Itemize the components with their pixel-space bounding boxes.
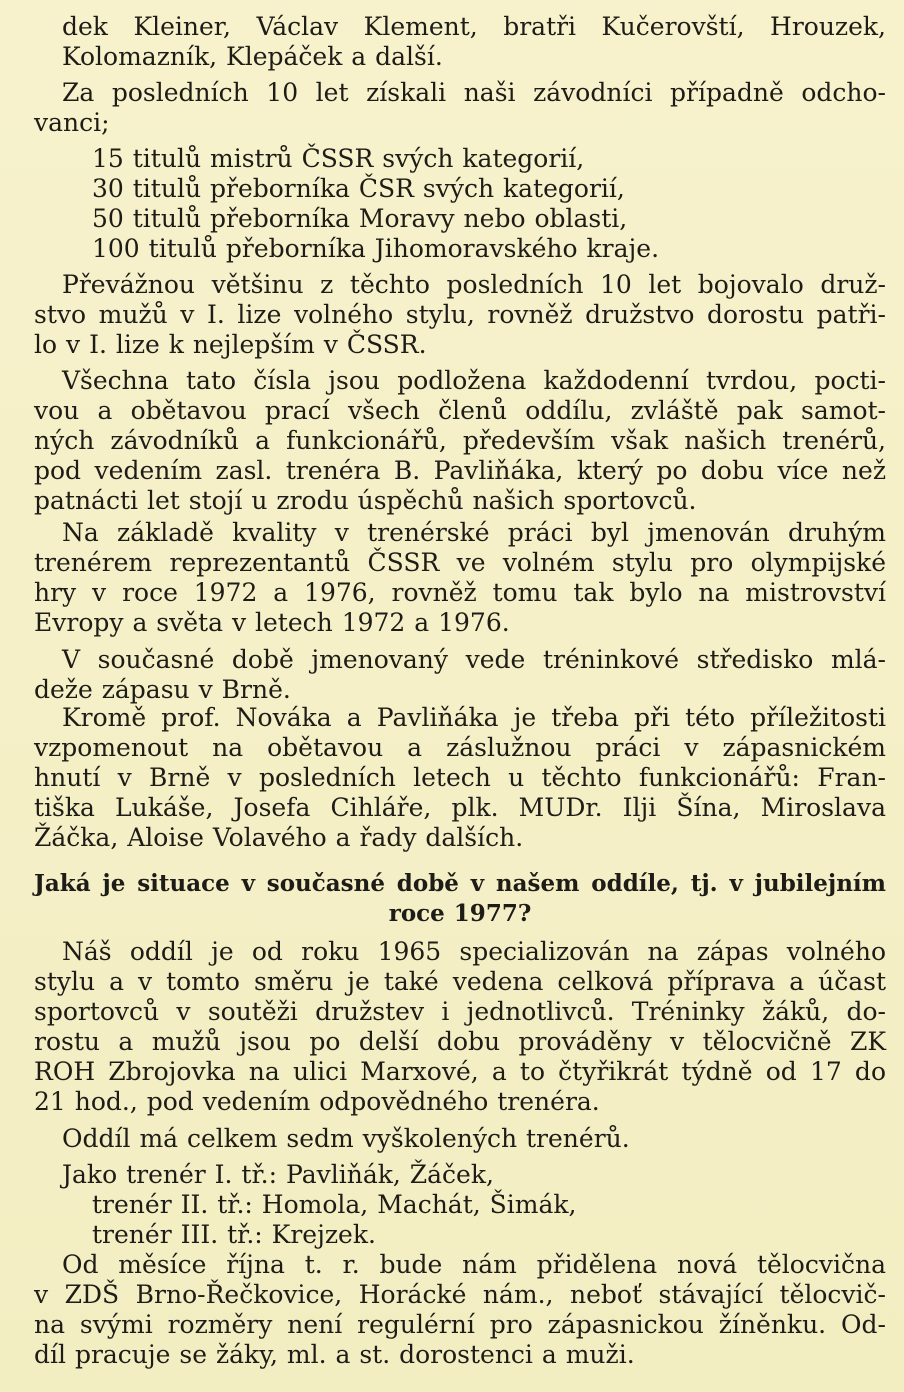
trainer-line: Jako trenér I. tř.: Pavliňák, Žáček, — [62, 1160, 494, 1189]
text-line: Náš oddíl je od roku 1965 specializován na zápas volného — [62, 937, 886, 966]
text-line: dek Kleiner, Václav Klement, bratři Kučerovští, Hrouzek, — [62, 12, 886, 41]
text-line: vzpomenout na obětavou a záslužnou práci v zápasnickém — [34, 733, 886, 762]
trainer-line: trenér III. tř.: Krejzek. — [92, 1220, 376, 1249]
list-item: 100 titulů přeborníka Jihomoravského kraje. — [92, 234, 660, 263]
text-line: vanci; — [34, 108, 110, 137]
text-line: stylu a v tomto směru je také vedena celková příprava a účast — [34, 967, 886, 996]
paragraph-2 — [34, 78, 886, 138]
paragraph-4 — [34, 366, 886, 516]
text-line: Na základě kvality v trenérské práci byl jmenován druhým — [62, 518, 886, 547]
text-line: vou a obětavou prací všech členů oddílu, zvláště pak samot- — [34, 396, 886, 425]
paragraph-7 — [34, 703, 886, 853]
paragraph-10 — [34, 1250, 886, 1370]
text-line: V současné době jmenovaný vede tréninkové středisko mlá- — [62, 645, 886, 674]
trainer-line: trenér II. tř.: Homola, Machát, Šimák, — [92, 1190, 577, 1219]
paragraph-3 — [34, 270, 886, 360]
text-line: deže zápasu v Brně. — [34, 675, 291, 704]
titles-list — [34, 144, 886, 264]
text-line: Kolomazník, Klepáček a další. — [62, 42, 443, 71]
text-line: Převážnou většinu z těchto posledních 10 let bojovalo druž- — [62, 270, 886, 299]
text-line: na svými rozměry není regulérní pro zápasnickou žíněnku. Od- — [34, 1310, 886, 1339]
text-line: sportovců v soutěži družstev i jednotlivců. Tréninky žáků, do- — [34, 997, 886, 1026]
text-line: ROH Zbrojovka na ulici Marxové, a to čtyřikrát týdně od 17 do — [34, 1057, 886, 1086]
text-line: ných závodníků a funkcionářů, především však našich trenérů, — [34, 426, 886, 455]
paragraph-5 — [34, 518, 886, 638]
text-line: stvo mužů v I. lize volného stylu, rovněž družstvo dorostu patři- — [34, 300, 886, 329]
text-line: v ZDŠ Brno-Řečkovice, Horácké nám., neboť stávající tělocvič- — [34, 1280, 886, 1309]
text-line: lo v I. lize k nejlepším v ČSSR. — [34, 330, 427, 359]
list-item: 15 titulů mistrů ČSSR svých kategorií, — [92, 144, 585, 173]
text-line: tiška Lukáše, Josefa Cihláře, plk. MUDr. Ilji Šína, Miroslava — [34, 793, 886, 822]
text-line: hry v roce 1972 a 1976, rovněž tomu tak bylo na mistrovství — [34, 578, 886, 607]
section-heading — [34, 869, 886, 929]
text-line: Oddíl má celkem sedm vyškolených trenérů. — [62, 1124, 630, 1153]
text-line: Žáčka, Aloise Volavého a řady dalších. — [34, 823, 524, 852]
text-line: pod vedením zasl. trenéra B. Pavliňáka, který po dobu více než — [34, 456, 886, 485]
heading-line: roce 1977? — [388, 900, 532, 927]
text-line: Od měsíce října t. r. bude nám přidělena nová tělocvična — [62, 1250, 886, 1279]
text-line: Všechna tato čísla jsou podložena každodenní tvrdou, pocti- — [62, 366, 886, 395]
text-line: hnutí v Brně v posledních letech u těchto funkcionářů: Fran- — [34, 763, 886, 792]
trainers-list — [34, 1160, 886, 1250]
paragraph-9 — [34, 1124, 886, 1154]
text-line: Za posledních 10 let získali naši závodníci případně odcho- — [62, 78, 886, 107]
paragraph-8 — [34, 937, 886, 1117]
list-item: 50 titulů přeborníka Moravy nebo oblasti, — [92, 204, 628, 233]
paragraph-1 — [34, 12, 886, 72]
text-line: rostu a mužů jsou po delší dobu prováděny v tělocvičně ZK — [34, 1027, 886, 1056]
text-line: patnácti let stojí u zrodu úspěchů našich sportovců. — [34, 486, 697, 515]
text-line: Kromě prof. Nováka a Pavliňáka je třeba při této příležitosti — [62, 703, 886, 732]
text-line: díl pracuje se žáky, ml. a st. dorostenci a muži. — [34, 1340, 635, 1369]
paragraph-6 — [34, 645, 886, 705]
list-item: 30 titulů přeborníka ČSR svých kategorií, — [92, 174, 625, 203]
text-line: 21 hod., pod vedením odpovědného trenéra. — [34, 1087, 600, 1116]
heading-line: Jaká je situace v současné době v našem oddíle, tj. v jubilejním — [34, 870, 886, 897]
text-line: Evropy a světa v letech 1972 a 1976. — [34, 608, 510, 637]
text-line: trenérem reprezentantů ČSSR ve volném stylu pro olympijské — [34, 548, 886, 577]
